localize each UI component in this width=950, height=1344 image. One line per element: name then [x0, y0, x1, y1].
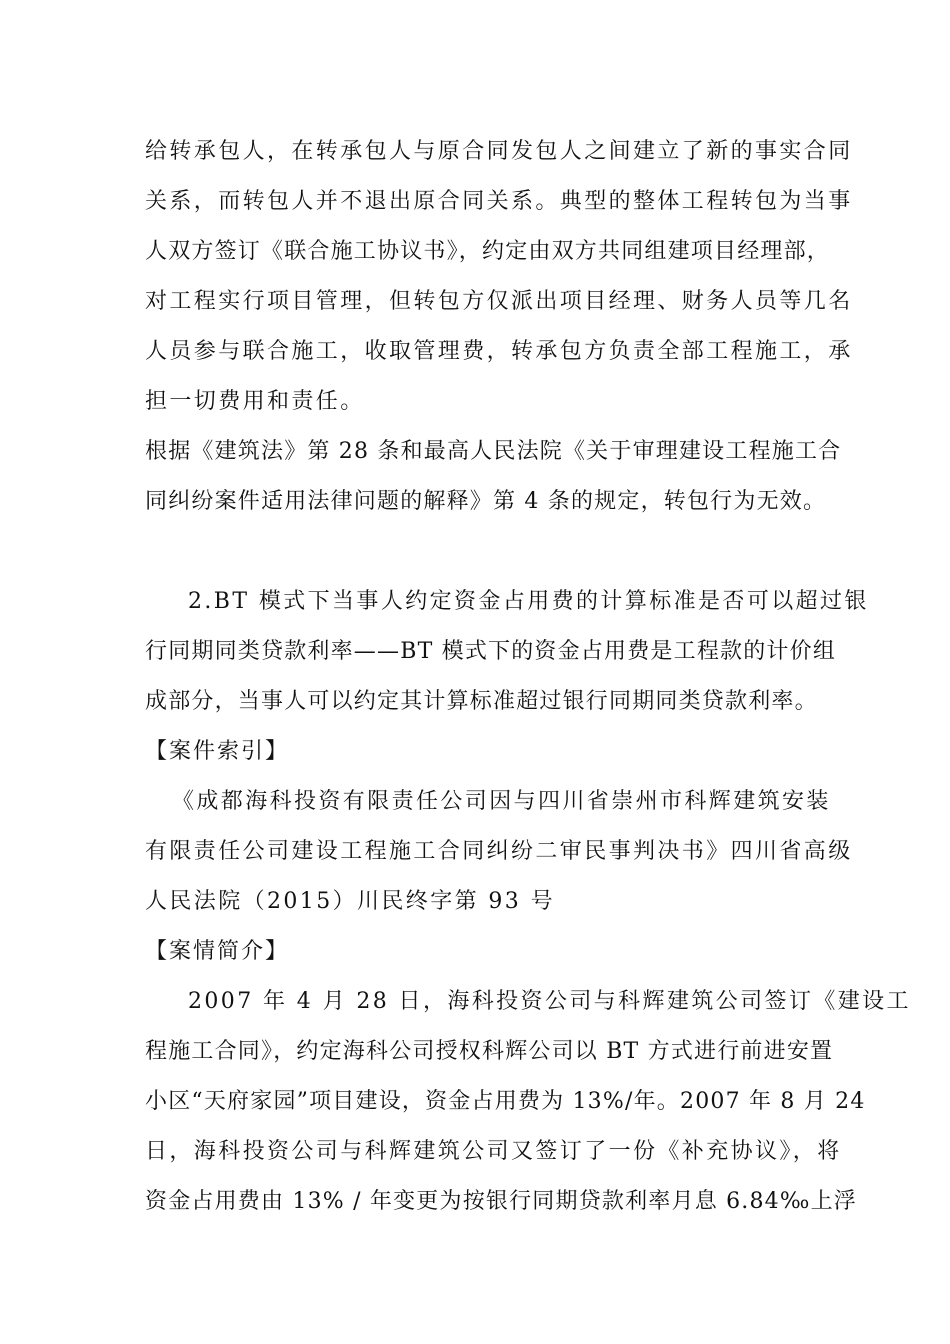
text-line: 成部分，当事人可以约定其计算标准超过银行同期同类贷款利率。	[145, 689, 818, 714]
text-line: 关系，而转包人并不退出原合同关系。典型的整体工程转包为当事	[145, 189, 853, 214]
text-line: 有限责任公司建设工程施工合同纠纷二审民事判决书》四川省高级	[145, 839, 853, 864]
text-line: 人双方签订《联合施工协议书》，约定由双方共同组建项目经理部，	[145, 239, 831, 264]
text-line: 2007 年 4 月 28 日，海科投资公司与科辉建筑公司签订《建设工	[188, 989, 911, 1014]
section-heading-case-summary: 【案情简介】	[145, 939, 290, 964]
text-line: 担一切费用和责任。	[145, 389, 365, 414]
text-line: 《成都海科投资有限责任公司因与四川省崇州市科辉建筑安装	[172, 789, 831, 814]
text-line: 资金占用费由 13% / 年变更为按银行同期贷款利率月息 6.84‰上浮	[145, 1189, 857, 1214]
text-line: 同纠纷案件适用法律问题的解释》第 4 条的规定，转包行为无效。	[145, 489, 827, 514]
text-line: 人员参与联合施工，收取管理费，转承包方负责全部工程施工，承	[145, 339, 853, 364]
text-line: 人民法院（2015）川民终字第 93 号	[145, 889, 555, 914]
text-line: 小区“天府家园”项目建设，资金占用费为 13%/年。2007 年 8 月 24	[145, 1089, 866, 1114]
text-line: 程施工合同》，约定海科公司授权科辉公司以 BT 方式进行前进安置	[145, 1039, 834, 1064]
text-line: 对工程实行项目管理，但转包方仅派出项目经理、财务人员等几名	[145, 289, 853, 314]
text-line: 行同期同类贷款利率——BT 模式下的资金占用费是工程款的计价组	[145, 639, 837, 664]
text-line: 根据《建筑法》第 28 条和最高人民法院《关于审理建设工程施工合	[145, 439, 842, 464]
text-line: 日，海科投资公司与科辉建筑公司又签订了一份《补充协议》，将	[145, 1139, 842, 1164]
text-line: 给转承包人，在转承包人与原合同发包人之间建立了新的事实合同	[145, 139, 853, 164]
text-line: 2.BT 模式下当事人约定资金占用费的计算标准是否可以超过银	[188, 589, 869, 614]
section-heading-case-index: 【案件索引】	[145, 739, 290, 764]
